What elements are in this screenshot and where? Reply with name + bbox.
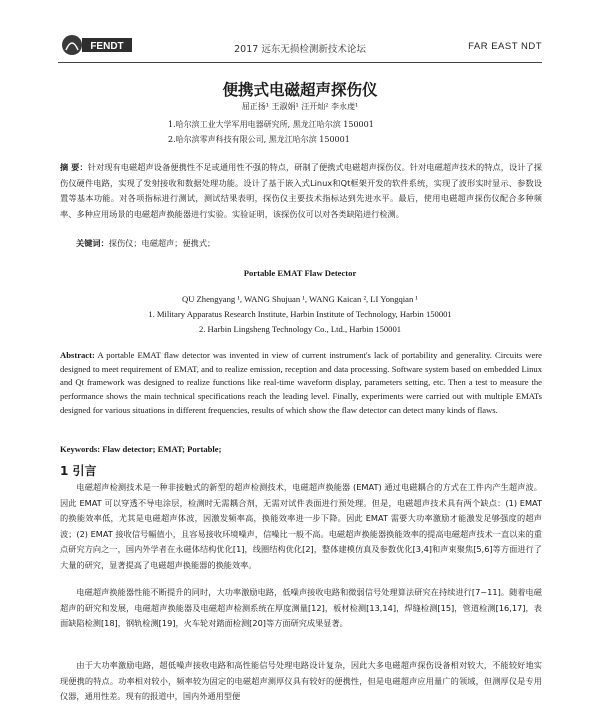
affiliation-en-2: 2. Harbin Lingsheng Technology Co., Ltd., Harbin 150001: [198, 324, 402, 334]
section-heading-introduction: 1 引言: [60, 464, 97, 478]
logo-text: FENDT: [90, 41, 124, 52]
keywords-cn-label: 关键词：: [76, 238, 109, 248]
conference-name: 2017 远东无损检测新技术论坛: [234, 44, 366, 55]
affiliation-en-1: 1. Military Apparatus Research Institute, Harbin Institute of Technology, Harbin 150001: [148, 309, 452, 319]
keywords-cn: [76, 238, 215, 249]
abstract-en: [60, 349, 542, 418]
keywords-cn-text: 探伤仪；电磁超声；便携式；: [108, 238, 216, 248]
authors-en: QU Zhengyang ¹, WANG Shujuan ¹, WANG Kaican ², LI Yongqian ¹: [181, 294, 419, 304]
abstract-cn-label: 摘 要：: [60, 162, 88, 172]
abstract-cn: [60, 160, 542, 222]
body-paragraph-1-text: 电磁超声检测技术是一种非接触式的新型的超声检测技术，电磁超声换能器 (EMAT) 通过电磁耦合的方式在工件内产生超声波。因此 EMAT 可以穿透不导电涂层，检测时无需耦合剂，无需对试件表面进行预处理。但是，电磁超声技术具有两个缺点：(1) EMAT 的换能效率低，尤其是电磁超声体波，因激发频率高，换能效率进一步下降。因此 EMAT 需要大功率激励才能激发足够强度的超声波；(2) EMAT 接收信号幅值小，且容易接收环境噪声，信噪比一般不高。电磁超声换能器换能效率的提高电磁超声技术一直以来的重点研究方向之一，国内外学者在永磁体结构优化[1]，线圈结构优化[2]，整体建模仿真及参数优化[3,4]和声束聚焦[5,6]等方面进行了大量的研究，显著提高了电磁超声换能器的换能效率。: [60, 482, 542, 570]
authors-cn: 屈正扬¹ 王淑娟¹ 汪开灿² 李永虔¹: [241, 102, 359, 111]
affiliation-cn-1: 1.哈尔滨工业大学军用电器研究所, 黑龙江哈尔滨 150001: [168, 120, 374, 129]
body-paragraph-2: [60, 585, 542, 632]
body-paragraph-3-text: 由于大功率激励电路，超低噪声接收电路和高性能信号处理电路设计复杂，因此大多电磁超声探伤设备相对较大，不能较好地实现便携的特点。功率相对较小，频率较为固定的电磁超声测厚仪具有较好的便携性，但是电磁超声应用量广的领域，但测厚仪是专用仪器，通用性差。现有的报道中，国内外通用型便: [60, 660, 542, 702]
conference-logo: [62, 32, 134, 58]
running-header: [0, 30, 600, 60]
affiliation-cn-2: 2.哈尔滨零声科技有限公司, 黑龙江哈尔滨 150001: [168, 135, 350, 144]
abstract-en-label: Abstract:: [60, 350, 95, 360]
body-paragraph-2-text: 电磁超声换能器性能不断提升的同时，大功率激励电路，低噪声接收电路和微弱信号处理算法研究在持续进行[7~11]。随着电磁超声的研究和发展，电磁超声换能器及电磁超声检测系统在厚度测量[12]，板材检测[13,14]，焊缝检测[15]，管道检测[16,17]，表面缺陷检测[18]，钢轨检测[19]，火车轮对踏面检测[20]等方面研究成果显著。: [60, 587, 542, 629]
series-name: FAR EAST NDT: [468, 41, 542, 52]
abstract-cn-text: 针对现有电磁超声设备便携性不足或通用性不强的特点，研制了便携式电磁超声探伤仪。针对电磁超声技术的特点，设计了探伤仪硬件电路，实现了发射接收和数据处理功能。设计了基于嵌入式Linux和Qt框架开发的软件系统，实现了波形实时显示、参数设置等基本功能。对各项指标进行测试，测试结果表明，探伤仪主要技术指标达到先进水平。最后，使用电磁超声探伤仪配合多种频率、多种应用场景的电磁超声换能器进行实验。实验证明，该探伤仪可以对各类缺陷进行检测。: [60, 162, 542, 219]
paper-title-en: Portable EMAT Flaw Detector: [243, 268, 357, 278]
body-paragraph-1: [60, 480, 542, 574]
keywords-en: Keywords: Flaw detector; EMAT; Portable;: [60, 444, 222, 454]
header-rule: [58, 62, 542, 63]
abstract-en-text: A portable EMAT flaw detector was invented in view of current instrument's lack of portability and generality. Circuits were designed to meet requirement of EMAT, and to realize emission, reception and data processing. Software system based on embedded Linux and Qt framework was designed to realize functions like real-time waveform display, parameters setting, etc. Then a test to measure the performance shows the main technical specifications reach the leading level. Finally, experiments were carried out with multiple EMATs designed for various situations in different frequencies, results of which show the flaw detector can detect many kinds of flaws.: [60, 350, 542, 415]
paper-title-cn: 便携式电磁超声探伤仪: [222, 81, 378, 99]
